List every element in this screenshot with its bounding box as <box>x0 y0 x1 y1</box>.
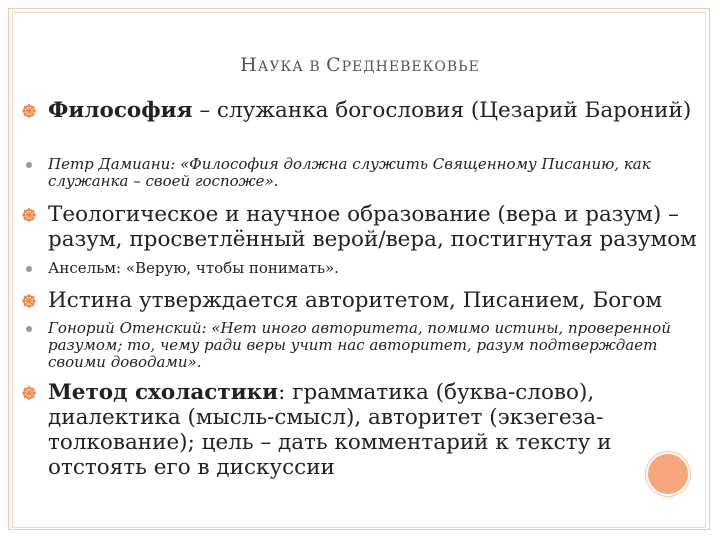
dharma-wheel-icon <box>22 386 36 400</box>
sub-item-anselm <box>22 260 702 288</box>
bullet-item-philosophy <box>22 98 702 156</box>
bullet-text: Теологическое и научное образование (вера и разум) – разум, просветлённый верой/вера, постигнутая разумом <box>48 202 697 252</box>
bullet-body-text: : грамматика (буква-слово), диалектика (мысль-смысл), авторитет (экзегеза-толкование); цель – дать комментарий к тексту и отстоять его в дискуссии <box>48 380 612 480</box>
bullet-item-scholastic-method <box>22 380 702 490</box>
title-cap-1: Н <box>240 54 258 76</box>
title-rest-1: АУКА В <box>257 59 327 75</box>
sub-item-damiani <box>22 156 702 202</box>
sub-item-text: Гонорий Отенский: «Нет иного авторитета, помимо истины, проверенной разумом; то, чему ради веры учит нас авторитет, разум подтверждает своими доводами». <box>48 319 671 371</box>
dharma-wheel-icon <box>22 294 36 308</box>
bullet-item-theology <box>22 202 702 260</box>
bullet-bold-text: Философия <box>48 98 193 123</box>
sub-item-text: Ансельм: «Верую, чтобы понимать». <box>48 259 339 277</box>
bullet-body-text: – служанка богословия (Цезарий Бароний) <box>192 98 692 123</box>
bullet-bold-text: Метод схоластики <box>48 380 279 405</box>
dharma-wheel-icon <box>22 208 36 222</box>
sub-item-text: Петр Дамиани: «Философия должна служить Священному Писанию, как служанка – своей госпоже». <box>48 155 651 190</box>
slide-content <box>22 98 702 490</box>
bullet-text <box>48 98 702 123</box>
bullet-text <box>48 380 702 480</box>
slide-title <box>0 54 720 76</box>
dot-icon <box>26 326 32 332</box>
title-cap-2: С <box>326 54 342 76</box>
bullet-text: Истина утверждается авторитетом, Писанием, Богом <box>48 288 663 313</box>
dot-icon <box>26 162 32 168</box>
dharma-wheel-icon <box>22 104 36 118</box>
dot-icon <box>26 266 32 272</box>
sub-item-honorius <box>22 320 702 380</box>
bullet-item-truth <box>22 288 702 320</box>
title-rest-2: РЕДНЕВЕКОВЬЕ <box>341 59 480 75</box>
